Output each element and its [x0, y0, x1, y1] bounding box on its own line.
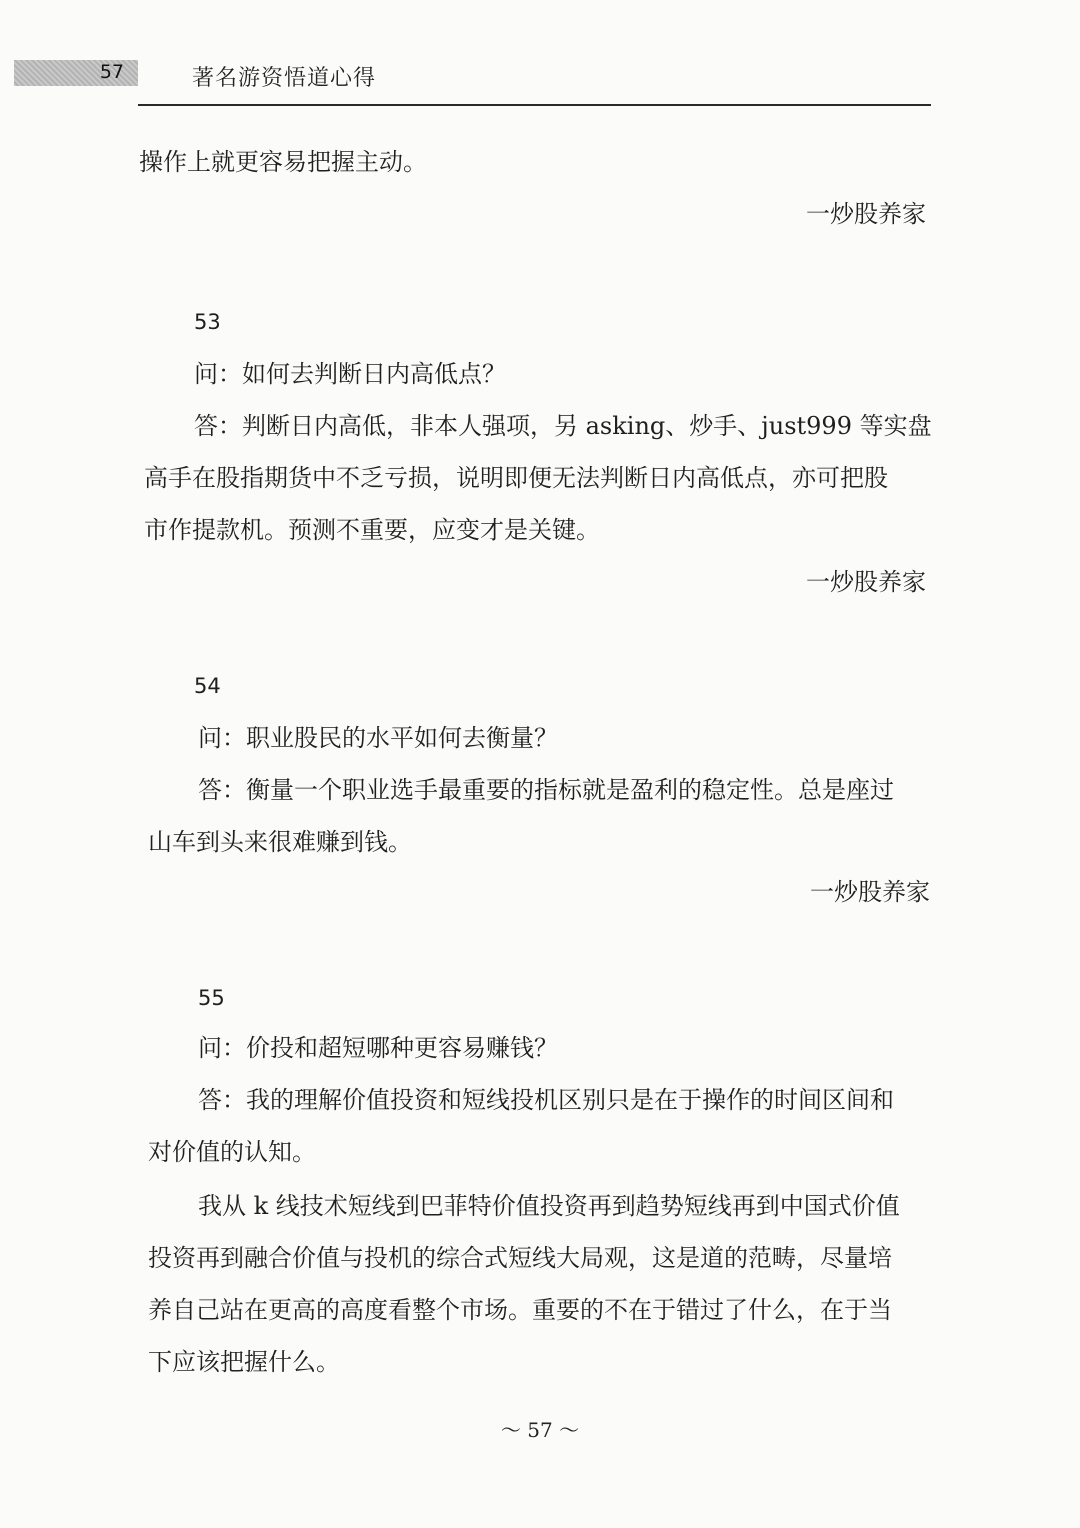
- question-55: 问：价投和超短哪种更容易赚钱？: [198, 1034, 558, 1062]
- answer-53-line-2: 高手在股指期货中不乏亏损，说明即便无法判断日内高低点，亦可把股: [144, 464, 888, 492]
- answer-54-line-1: 答：衡量一个职业选手最重要的指标就是盈利的稳定性。总是座过: [198, 776, 894, 804]
- question-54: 问：职业股民的水平如何去衡量？: [198, 724, 558, 752]
- question-53: 问：如何去判断日内高低点？: [194, 360, 506, 388]
- header-rule: [138, 104, 931, 106]
- header-page-number: 57: [99, 61, 124, 83]
- header-page-tab: [14, 60, 138, 86]
- signature-54: 一炒股养家: [810, 878, 930, 906]
- paragraph-55-line-3: 养自己站在更高的高度看整个市场。重要的不在于错过了什么，在于当: [148, 1296, 892, 1324]
- intro-signature: 一炒股养家: [806, 200, 926, 228]
- paragraph-55-line-1: 我从 k 线技术短线到巴菲特价值投资再到趋势短线再到中国式价值: [198, 1192, 900, 1220]
- answer-55-line-2: 对价值的认知。: [148, 1138, 316, 1166]
- answer-53-line-1: 答：判断日内高低，非本人强项，另 asking、炒手、just999 等实盘: [194, 412, 932, 440]
- answer-53-line-3: 市作提款机。预测不重要，应变才是关键。: [144, 516, 600, 544]
- question-number-54: 54: [194, 674, 221, 698]
- question-number-55: 55: [198, 986, 225, 1010]
- running-title: 著名游资悟道心得: [192, 66, 377, 91]
- question-number-53: 53: [194, 310, 221, 334]
- paragraph-55-line-4: 下应该把握什么。: [148, 1348, 340, 1376]
- footer-page-label: ～ 57 ～: [500, 1418, 580, 1442]
- intro-line: 操作上就更容易把握主动。: [139, 148, 427, 176]
- signature-53: 一炒股养家: [806, 568, 926, 596]
- paragraph-55-line-2: 投资再到融合价值与投机的综合式短线大局观，这是道的范畴，尽量培: [148, 1244, 892, 1272]
- answer-54-line-2: 山车到头来很难赚到钱。: [148, 828, 412, 856]
- answer-55-line-1: 答：我的理解价值投资和短线投机区别只是在于操作的时间区间和: [198, 1086, 894, 1114]
